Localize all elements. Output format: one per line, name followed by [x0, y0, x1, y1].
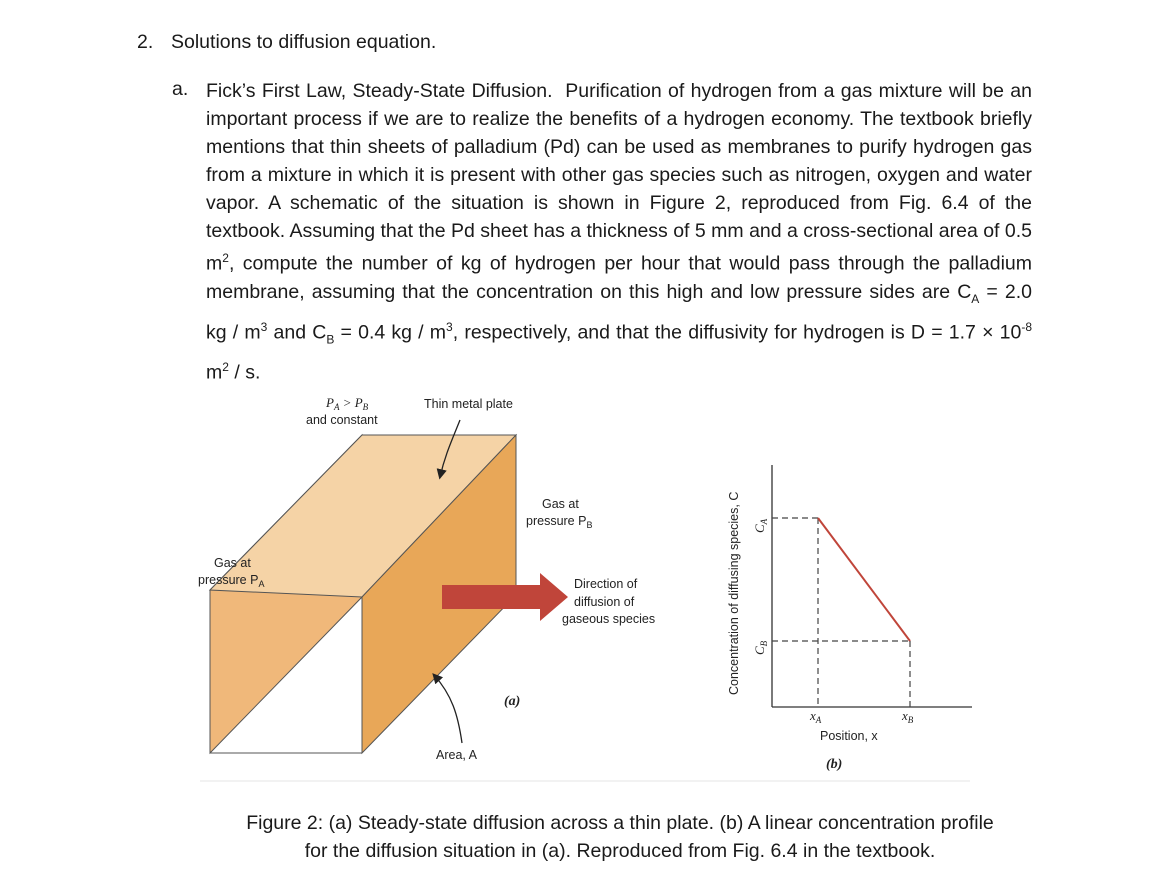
panel-a-label: (a)	[504, 694, 521, 709]
problem-label: a.	[172, 78, 189, 100]
panel-a	[198, 395, 655, 762]
problem-text-3: = 2.0 kg / m	[206, 280, 1032, 344]
sup-d: -8	[1021, 319, 1033, 334]
figure-svg	[190, 385, 980, 785]
xa-label: $x_A$	[810, 708, 822, 725]
section-heading	[137, 31, 436, 54]
concentration-profile-line	[818, 518, 910, 641]
section-number: 2.	[137, 31, 154, 53]
section-title: Solutions to diffusion equation.	[171, 31, 437, 53]
pressure-relation: $P_A > P_B$	[326, 395, 369, 412]
panel-b-label: (b)	[826, 757, 843, 772]
gas-left-line-2: pressure $P_A$	[198, 573, 265, 589]
problem-text-5: = 0.4 kg / m	[334, 321, 447, 344]
problem-title: Fick’s First Law, Steady-State Diffusion.	[206, 80, 553, 102]
ca-label: $C_A$	[752, 518, 769, 533]
problem-text-4: and C	[267, 321, 327, 344]
sup-cb: 3	[446, 319, 453, 334]
sup-d-unit: 2	[222, 359, 229, 374]
problem-text-8: / s.	[228, 361, 261, 384]
problem-text	[206, 78, 1032, 387]
y-axis-label: Concentration of diffusing species, C	[727, 491, 741, 695]
gas-right-line-2: pressure $P_B$	[526, 514, 593, 530]
direction-line-1: Direction of	[574, 577, 638, 591]
sup-ca: 3	[260, 319, 268, 334]
figure-caption	[200, 809, 1040, 865]
area-label: Area, A	[436, 748, 477, 762]
panel-b	[727, 465, 972, 772]
sub-b: B	[326, 332, 335, 347]
figure-2	[190, 385, 980, 785]
cb-label: $C_B$	[752, 640, 769, 655]
direction-line-3: gaseous species	[562, 612, 656, 626]
problem-text-1: Purification of hydrogen from a gas mixture will be an important process if we are to realize the benefits of a hydrogen economy. The textbook briefly mentions that thin sheets of palladium (Pd) can be used as membranes to purify hydrogen gas from a mixture in which it is present with other gas species such as nitrogen, oxygen and water vapor. A schematic of the situation is shown in Figure 2, reproduced from Fig. 6.4 of the textbook. Assuming that the Pd sheet has a thickness of 5 mm and a cross-sectional area of 0.5 m	[206, 80, 1032, 275]
and-constant: and constant	[306, 413, 378, 427]
area-pointer	[434, 675, 462, 743]
gas-right-line-1: Gas at	[542, 497, 579, 511]
sup-area: 2	[222, 251, 229, 266]
caption-line-1: Figure 2: (a) Steady-state diffusion across a thin plate. (b) A linear concentration profile	[246, 812, 994, 834]
x-axis-label: Position, x	[820, 729, 878, 743]
xb-label: $x_B$	[902, 708, 914, 725]
problem-text-7: m	[206, 361, 223, 384]
problem-text-2: , compute the number of kg of hydrogen per hour that would pass through the palladium membrane, assuming that the concentration on this high and low pressure sides are C	[206, 252, 1032, 303]
gas-left-line-1: Gas at	[214, 556, 251, 570]
sub-a: A	[971, 291, 980, 306]
caption-line-2: for the diffusion situation in (a). Reproduced from Fig. 6.4 in the textbook.	[304, 840, 936, 862]
problem-text-6: , respectively, and that the diffusivity for hydrogen is D = 1.7 × 10	[452, 321, 1022, 344]
thin-metal-plate-label: Thin metal plate	[424, 397, 513, 411]
direction-line-2: diffusion of	[574, 595, 635, 609]
